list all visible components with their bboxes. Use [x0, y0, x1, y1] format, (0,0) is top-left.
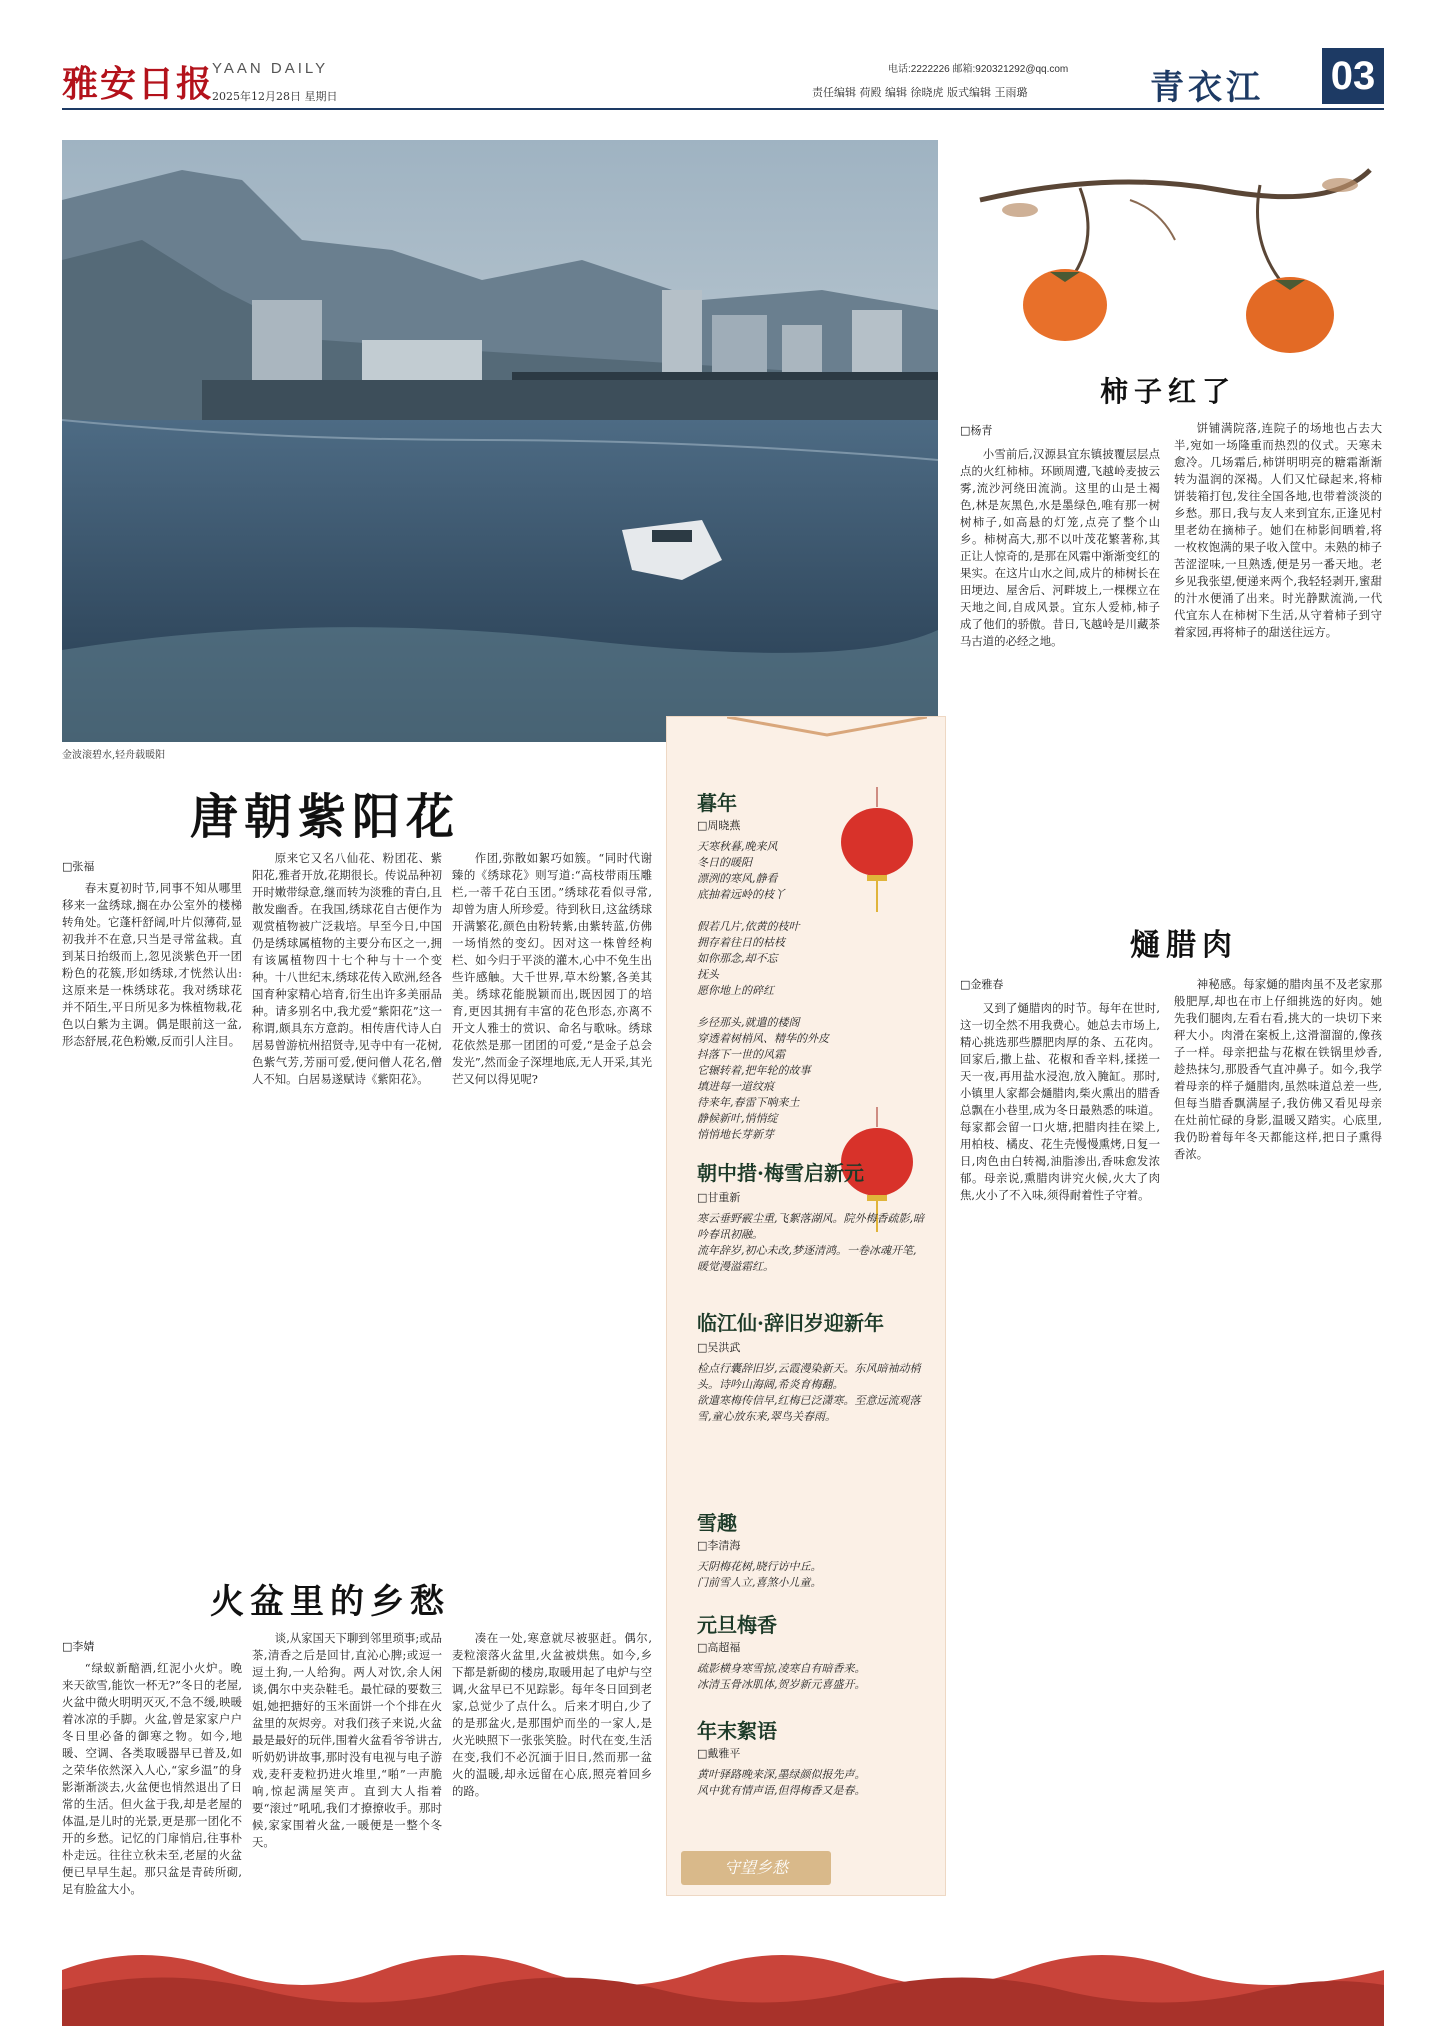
paragraph: 作团,弥散如絮巧如簇。“同时代谢臻的《绣球花》则写道:“高枝带雨压雕栏,一蒂千花白玉团。”绣球花看似寻常,却曾为唐人所珍爱。待到秋日,这盆绣球开满繁花,颜色由粉转紫,由紫转蓝,仿佛一场悄然的变幻。因对这一株曾经枸栏、如今归于平淡的灌木,心中不免生出些许感触。大千世界,草木纷繁,各美其美。绣球花能脱颖而出,既因园丁的培育,更因其拥有丰富的花色形态,亦离不开文人雅士的赏识、命名与歌咏。绣球花依然是那一团团的可爱,“是金子总会发光”,然而金子深埋地底,无人开采,其光芒又何以得见呢?	[452, 851, 652, 1086]
poem-author: □甘重新	[697, 1191, 741, 1204]
article-byline-larou: □金雅春	[960, 978, 1004, 991]
poem-author: □高超福	[697, 1641, 741, 1654]
article-title-tangchao: 唐朝紫阳花	[190, 789, 461, 845]
poem-title: 雪趣	[697, 1511, 737, 1535]
article-byline-shizi: □杨青	[960, 424, 993, 437]
column-tag: 守望乡愁	[681, 1851, 831, 1885]
paragraph: 又到了熥腊肉的时节。每年在世时,这一切全然不用我费心。她总去市场上,精心挑选那些膘肥肉厚的条、五花肉。回家后,撒上盐、花椒和香辛料,揉搓一天一夜,再用盐水浸泡,放入腌缸。那时,小镇里人家都会熥腊肉,柴火熏出的腊香总飘在小巷里,成为冬日最熟悉的味道。每家都会留一口火塘,把腊肉挂在梁上,用柏枝、橘皮、花生壳慢慢熏烤,日复一日,肉色由白转褐,油脂渗出,香味愈发浓郁。母亲说,熏腊肉讲究火候,火大了肉焦,火小了不入味,须得耐着性子守着。	[960, 1001, 1160, 1202]
article-text-col	[452, 1630, 652, 1930]
paragraph: “绿蚁新醅酒,红泥小火炉。晚来天欲雪,能饮一杯无?”冬日的老屋,火盆中微火明明灭灭,不急不缓,映暖着冰凉的手脚。火盆,曾是家家户户冬日里必备的御寒之物。如今,地暖、空调、各类取暖器早已普及,如之荣华依然深入人心,“家乡温”的身影渐渐淡去,火盆便也悄然退出了日常的生活。但火盆于我,却是老屋的体温,是儿时的光景,更是那一团化不开的乡愁。记忆的门扉悄启,往事朴朴走远。往往立秋未至,老屋的火盆便已早早生起。那只盆是青砖所砌,足有脸盆大小。	[62, 1661, 242, 1896]
poem-body: 天阴梅花树,晓行访中丘。 门前雪人立,喜煞小儿童。	[697, 1560, 822, 1589]
ribbon-decoration	[727, 717, 927, 737]
poem-author: □李清海	[697, 1539, 741, 1552]
paragraph: 原来它又名八仙花、粉团花、紫阳花,雅者开放,花期很长。传说品种初开时嫩带绿意,继而转为淡雅的青白,且散发幽香。在我国,绣球花自古便作为观赏植物被广泛栽培。早至今日,中国仍是绣球属植物的主要分布区之一,拥有该属植物四十七个种与十一个变种。十八世纪末,绣球花传入欧洲,经各国育种家精心培育,衍生出许多美丽品种。请多别名中,我尤爱“紫阳花”这一称谓,颇具东方意韵。相传唐代诗人白居易曾游杭州招贤寺,见寺中有一花树,色紫气芳,芳丽可爱,便问僧人花名,僧人不知。白居易遂赋诗《紫阳花》。	[252, 851, 442, 1086]
masthead-rule	[62, 108, 1384, 110]
paragraph: 春末夏初时节,同事不知从哪里移来一盆绣球,搁在办公室外的楼梯转角处。它蓬杆舒阔,叶片似薄荷,显初我并不在意,只当是寻常盆栽。直到某日抬级而上,忽见淡紫色开一团粉色的花簇,形如绣球,才恍然认出:这原来是一株绣球花。我对绣球花并不陌生,平日所见多为株植物栽,花色以白紫为主调。偶是眼前这一盆,形态舒展,花色粉嫩,反而引人注目。	[62, 881, 242, 1048]
editors-line: 责任编辑 荷殿 编辑 徐晓虎 版式编辑 王雨璐	[812, 86, 1028, 99]
poem-title: 暮年	[697, 791, 737, 815]
masthead-english: YAAN DAILY	[212, 60, 329, 77]
poem-author: □周晓燕	[697, 819, 741, 832]
section-title: 青衣江	[1150, 68, 1264, 108]
article-title-shizi: 柿子红了	[1100, 375, 1237, 408]
paragraph: 凑在一处,寒意就尽被驱赶。偶尔,麦粒滚落火盆里,火盆被烘焦。如今,乡下都是新砌的楼房,取暖用起了电炉与空调,火盆早已不见踪影。每年冬日回到老家,总觉少了点什么。后来才明白,少了的是那盆火,是那围炉而坐的一家人,是火光映照下一张张笑脸。时代在变,生活在变,我们不必沉湎于旧日,然而那一盆火的温暖,却永远留在心底,照亮着回乡的路。	[452, 1631, 652, 1798]
article-text-col	[452, 850, 652, 1540]
lake-photo	[62, 140, 938, 742]
article-title-huopen: 火盆里的乡愁	[210, 1582, 450, 1622]
article-text-col	[1174, 976, 1382, 1930]
issue-date: 2025年12月28日 星期日	[212, 90, 338, 103]
article-text-col	[252, 1630, 442, 1930]
article-text-col	[62, 1660, 242, 1930]
poem-body: 天寒秋暮,晚来风 冬日的暖阳 漂洌的寒风,静看 底抽着远岭的枝丫 假若几片,依黄的枝叶 拥存着往日的枯枝 如你那念,却不忘 抚头 愿你地上的碎红 乡径那头,就遣的楼阁 穿透着树梢风、精华的外皮 抖落下一世的风霜 它辗转着,把年轮的故事 填进每一道纹痕 待来年,春雷下响来土 静候新叶,悄悄绽 悄悄地长芽新芽	[697, 840, 829, 1141]
poem-body: 黄叶驿路晚来深,墨绿颜似报先声。 风中犹有情声语,但得梅香又是春。	[697, 1768, 866, 1797]
article-title-larou: 熥腊肉	[1130, 928, 1238, 963]
paragraph: 饼铺满院落,连院子的场地也占去大半,宛如一场隆重而热烈的仪式。天寒未愈冷。几场霜后,柿饼明明亮的糖霜渐渐转为温润的深褐。人们又忙碌起来,将柿饼装箱打包,发往全国各地,也带着淡淡的乡愁。那日,我与友人来到宜东,正逢见村里老幼在摘柿子。她们在柿影间晒着,将一枚枚饱满的果子收入筐中。未熟的柿子苦涩涩味,一旦熟透,便是另一番天地。老乡见我张望,便递来两个,我轻轻剥开,蜜甜的汁水便涌了出来。时光静默流淌,一代代宜东人在柿树下生活,从守着柿子到守着家园,再将柿子的甜送往远方。	[1174, 421, 1382, 639]
contact-info: 电话:2222226 邮箱:920321292@qq.com	[888, 64, 1069, 75]
poem-title: 年末絮语	[697, 1719, 777, 1743]
article-byline-tangchao: □张福	[62, 860, 95, 873]
poetry-box	[666, 716, 946, 1896]
article-text-col	[960, 446, 1160, 876]
poem-title: 元旦梅香	[697, 1613, 777, 1637]
poem-author: □戴雅平	[697, 1747, 741, 1760]
poem-title: 临江仙·辞旧岁迎新年	[697, 1311, 884, 1335]
page-number: 03	[1322, 48, 1384, 104]
paragraph: 小雪前后,汉源县宜东镇披覆层层点点的火红柿柿。环顾周遭,飞越岭麦披云雾,流沙河绕田流淌。这里的山是土褐色,林是灰黑色,水是墨绿色,唯有那一树树柿子,如高悬的灯笼,点亮了整个山乡。柿树高大,那不以叶茂花繁著称,其正让人惊奇的,是那在风霜中渐渐变红的果实。在这片山水之间,成片的柿树长在田埂边、屋舍后、河畔坡上,一棵棵立在天地之间,自成风景。宜东人爱柿,柿子成了他们的骄傲。昔日,飞越岭是川藏茶马古道的必经之地。	[960, 447, 1160, 648]
article-text-col	[960, 1000, 1160, 1930]
photo-caption: 金波滚碧水,轻舟载暖阳	[62, 750, 166, 761]
article-text-col	[252, 850, 442, 1540]
poem-author: □吴洪武	[697, 1341, 741, 1354]
paragraph: 谈,从家国天下聊到邻里琐事;或品茶,清香之后是回甘,直沁心脾;或逗一逗土狗,一人给狗。两人对饮,余人闲谈,偶尔中夹杂鞋毛。最忙碌的要数三姐,她把搪好的玉米面饼一个个排在火盆里的灰烬旁。对我们孩子来说,火盆最是最好的玩伴,围着火盆看爷爷讲古,听奶奶讲故事,那时没有电视与电子游戏,麦秆麦粒扔进火堆里,“啪”一声脆响,惊起满屋笑声。直到大人指着要“滚过”吼吼,我们才撩撩收手。那时候,家家围着火盆,一暖便是一整个冬天。	[252, 1631, 442, 1849]
poem-body: 检点行囊辞旧岁,云霞漫染新天。东风暗袖动梢头。诗吟山海阔,希炎育梅翻。 欲遣寒梅传信早,红梅已泛潇寒。至意远流观落雪,童心放东来,翠鸟关春雨。	[697, 1362, 921, 1423]
paragraph: 神秘感。每家熥的腊肉虽不及老家那般肥厚,却也在市上仔细挑选的好肉。她先我们腿肉,左看右看,挑大的一块切下来秤大小。肉滑在案板上,这滑溜溜的,像孩子一样。母亲把盐与花椒在铁锅里炒香,趁热抹匀,那股香气直冲鼻子。如今,我学着母亲的样子熥腊肉,虽然味道总差一些,但每当腊香飘满屋子,我仿佛又看见母亲在灶前忙碌的身影,温暖又踏实。心底里,我仍盼着每年冬天都能这样,把日子熏得香浓。	[1174, 977, 1382, 1161]
footer-decoration	[62, 1930, 1384, 2026]
article-text-col	[1174, 420, 1382, 876]
poem-body: 寒云垂野霰尘重,飞絮落湖风。院外梅香疏影,暗吟春讯初融。 流年辞岁,初心未改,梦逐清鸿。一卷冰魂开笔,暖觉漫溢霜红。	[697, 1212, 924, 1273]
poem-body: 疏影横身寒雪掠,凌寒自有暗香来。 冰清玉骨冰肌体,贺岁新元喜盛开。	[697, 1662, 866, 1691]
masthead-logo: 雅安日报	[62, 63, 215, 105]
article-text-col	[62, 880, 242, 1540]
article-byline-huopen: □李婧	[62, 1640, 95, 1653]
persimmon-illustration	[960, 130, 1380, 380]
poem-title: 朝中措·梅雪启新元	[697, 1161, 864, 1185]
